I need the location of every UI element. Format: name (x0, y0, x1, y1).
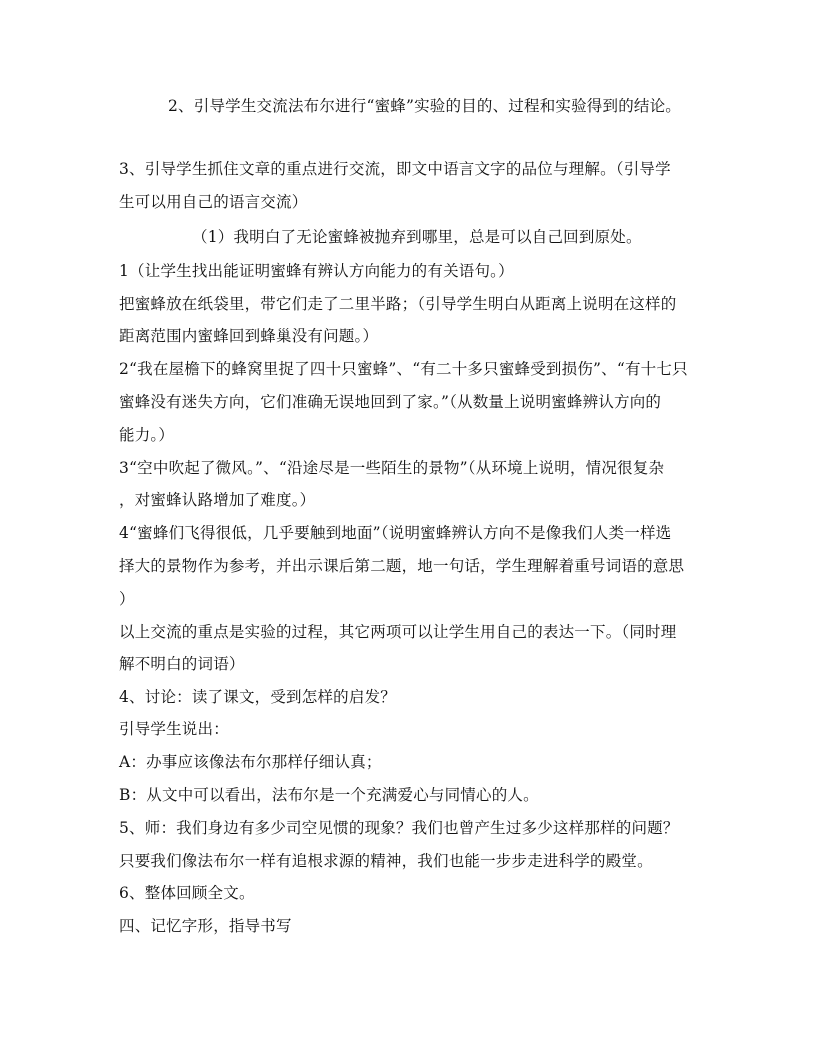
paragraph-line: 能力。） (119, 426, 175, 444)
paragraph-line: ，对蜜蜂认路增加了难度。） (119, 491, 316, 509)
paragraph-line: 把蜜蜂放在纸袋里，带它们走了二里半路；（引导学生明白从距离上说明在这样的 (119, 295, 677, 313)
paragraph-line: 3、引导学生抓住文章的重点进行交流，即文中语言文字的品位与理解。（引导学 (119, 160, 671, 178)
section-heading: 四、记忆字形，指导书写 (119, 917, 292, 935)
paragraph-line: 以上交流的重点是实验的过程，其它两项可以让学生用自己的表达一下。（同时理 (119, 623, 677, 641)
paragraph-line: 3“空中吹起了微风。”、“沿途尽是一些陌生的景物”（从环境上说明，情况很复杂 (119, 459, 665, 477)
paragraph-line: 2、引导学生交流法布尔进行“蜜蜂”实验的目的、过程和实验得到的结论。 (168, 97, 682, 115)
paragraph-line: 4“蜜蜂们飞得很低，几乎要触到地面”（说明蜜蜂辨认方向不是像我们人类一样选 (119, 524, 672, 542)
paragraph-line: 1（让学生找出能证明蜜蜂有辨认方向能力的有关语句。） (119, 262, 514, 280)
paragraph-line: 择大的景物作为参考，并出示课后第二题，地一句话，学生理解着重号词语的意思 (119, 557, 685, 575)
paragraph-line: ） (119, 590, 135, 608)
paragraph-line: （1）我明白了无论蜜蜂被抛弃到哪里，总是可以自己回到原处。 (192, 228, 642, 246)
paragraph-line: A：办事应该像法布尔那样仔细认真； (119, 753, 382, 771)
paragraph-line: 只要我们像法布尔一样有追根求源的精神，我们也能一步步走进科学的殿堂。 (119, 852, 653, 870)
paragraph-line: 生可以用自己的语言交流） (119, 193, 308, 211)
paragraph-line: B：从文中可以看出，法布尔是一个充满爱心与同情心的人。 (119, 786, 539, 804)
paragraph-line: 2“我在屋檐下的蜂窝里捉了四十只蜜蜂”、“有二十多只蜜蜂受到损伤”、“有十七只 (119, 360, 688, 378)
paragraph-line: 6、整体回顾全文。 (119, 884, 255, 902)
paragraph-line: 蜜蜂没有迷失方向，它们准确无误地回到了家。”（从数量上说明蜜蜂辨认方向的 (119, 393, 662, 411)
paragraph-line: 引导学生说出： (119, 720, 229, 738)
paragraph-line: 5、师：我们身边有多少司空见惯的现象？我们也曾产生过多少这样那样的问题？ (119, 819, 679, 837)
paragraph-line: 4、讨论：读了课文，受到怎样的启发？ (119, 688, 396, 706)
paragraph-line: 解不明白的词语） (119, 655, 245, 673)
paragraph-line: 距离范围内蜜蜂回到蜂巢没有问题。） (119, 327, 379, 345)
